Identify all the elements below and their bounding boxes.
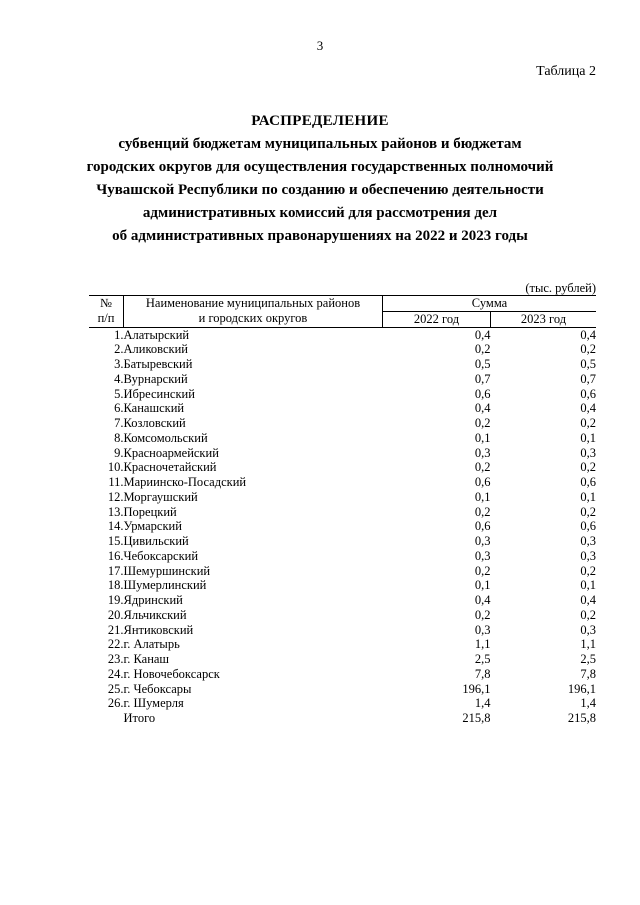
- value-2023: 0,2: [580, 460, 596, 475]
- value-2022: 215,8: [462, 711, 491, 726]
- row-number: 14.: [107, 519, 124, 534]
- value-2023: 0,7: [580, 371, 596, 386]
- district-name: Порецкий: [123, 504, 177, 519]
- header-sum: Сумма: [383, 296, 597, 312]
- district-name: Комсомольский: [123, 430, 208, 445]
- value-2022: 0,3: [474, 622, 491, 637]
- value-2022: 0,2: [474, 342, 491, 357]
- district-name: Шемуршинский: [123, 563, 211, 578]
- row-number: 5.: [114, 386, 124, 401]
- value-2022: 0,2: [474, 416, 491, 431]
- table-row: [89, 696, 596, 711]
- value-2022: 196,1: [462, 681, 491, 696]
- value-2023: 0,3: [580, 622, 596, 637]
- value-2023: 7,8: [580, 666, 596, 681]
- page-number: 3: [316, 38, 324, 53]
- title-heading: РАСПРЕДЕЛЕНИЕ: [251, 113, 389, 129]
- district-name: Канашский: [123, 401, 185, 416]
- table-row: [89, 387, 596, 402]
- value-2022: 0,4: [474, 593, 491, 608]
- row-number: 6.: [114, 401, 124, 416]
- units-label: (тыс. рублей): [525, 281, 596, 295]
- value-2022: 0,3: [474, 445, 491, 460]
- row-number: 2.: [114, 342, 124, 357]
- district-name: г. Новочебоксарск: [123, 666, 220, 681]
- value-2022: 0,1: [474, 430, 491, 445]
- district-name: Вурнарский: [123, 371, 188, 386]
- table-label: Таблица 2: [536, 64, 596, 79]
- value-2023: 0,6: [580, 475, 596, 490]
- header-number: [89, 296, 124, 328]
- value-2022: 0,4: [474, 327, 491, 342]
- district-name: г. Канаш: [123, 652, 170, 667]
- value-2022: 2,5: [474, 652, 491, 667]
- table-row: [89, 519, 596, 534]
- table-body: [89, 327, 596, 726]
- district-name: Алатырский: [123, 327, 190, 342]
- value-2023: 0,4: [580, 401, 596, 416]
- row-number: 8.: [114, 430, 124, 445]
- district-name: Шумерлинский: [123, 578, 207, 593]
- district-name: Урмарский: [123, 519, 182, 534]
- distribution-table: [89, 295, 596, 726]
- table-row: [89, 327, 596, 342]
- row-number: 1.: [114, 327, 124, 342]
- value-2023: 0,3: [580, 548, 596, 563]
- value-2023: 0,2: [580, 563, 596, 578]
- district-name: Красночетайский: [123, 460, 217, 475]
- title-line: городских округов для осуществления государственных полномочий: [86, 159, 554, 175]
- header-number-line2: п/п: [97, 310, 115, 325]
- value-2022: 0,6: [474, 386, 491, 401]
- table-row: [89, 549, 596, 564]
- table-row: [89, 564, 596, 579]
- row-number: 18.: [107, 578, 124, 593]
- value-2023: 0,1: [580, 430, 596, 445]
- row-number: 15.: [107, 534, 124, 549]
- value-2023: 0,2: [580, 342, 596, 357]
- district-name: Козловский: [123, 416, 186, 431]
- row-number: 17.: [107, 563, 124, 578]
- title-line: Чувашской Республики по созданию и обеспечению деятельности: [96, 182, 544, 198]
- value-2023: 0,1: [580, 578, 596, 593]
- table-row: [89, 416, 596, 431]
- value-2022: 0,7: [474, 371, 491, 386]
- row-number: 9.: [114, 445, 124, 460]
- row-number: 26.: [107, 696, 124, 711]
- table-row: [89, 682, 596, 697]
- value-2022: 1,4: [474, 696, 491, 711]
- value-2022: 0,2: [474, 460, 491, 475]
- value-2022: 0,6: [474, 475, 491, 490]
- district-name: г. Алатырь: [123, 637, 180, 652]
- district-name: Ибресинский: [123, 386, 195, 401]
- value-2022: 0,2: [474, 563, 491, 578]
- table-row: [89, 401, 596, 416]
- table-row: [89, 460, 596, 475]
- total-row: [89, 711, 596, 726]
- title-line: субвенций бюджетам муниципальных районов и бюджетам: [118, 136, 522, 152]
- header-number-line1: №: [100, 296, 112, 310]
- header-name-line2: и городских округов: [198, 310, 308, 325]
- value-2023: 0,6: [580, 386, 596, 401]
- value-2023: 2,5: [580, 652, 596, 667]
- row-number: 13.: [107, 504, 124, 519]
- table-row: [89, 357, 596, 372]
- district-name: Чебоксарский: [123, 548, 199, 563]
- value-2022: 0,2: [474, 607, 491, 622]
- row-number: 20.: [107, 607, 124, 622]
- header-year-2022: 2022 год: [383, 312, 491, 328]
- table-row: [89, 667, 596, 682]
- table-row: [89, 505, 596, 520]
- district-name: Цивильский: [123, 534, 189, 549]
- row-number: 21.: [107, 622, 124, 637]
- title-line: административных комиссий для рассмотрения дел: [142, 205, 498, 221]
- table-row: [89, 446, 596, 461]
- row-number: 19.: [107, 593, 124, 608]
- title-line: об административных правонарушениях на 2022 и 2023 годы: [112, 228, 528, 244]
- value-2023: 0,3: [580, 534, 596, 549]
- header-name: [124, 296, 383, 328]
- table-row: [89, 475, 596, 490]
- value-2022: 0,3: [474, 548, 491, 563]
- row-number: 11.: [108, 475, 124, 490]
- header-year-2023: 2023 год: [491, 312, 597, 328]
- district-name: г. Шумерля: [123, 696, 184, 711]
- value-2023: 0,2: [580, 607, 596, 622]
- value-2023: 0,3: [580, 445, 596, 460]
- value-2023: 0,1: [580, 489, 596, 504]
- district-name: Моргаушский: [123, 489, 198, 504]
- value-2023: 0,6: [580, 519, 596, 534]
- table-row: [89, 372, 596, 387]
- value-2022: 0,1: [474, 489, 491, 504]
- row-number: 3.: [114, 357, 124, 372]
- row-number: [89, 711, 124, 726]
- table-row: [89, 608, 596, 623]
- table-row: [89, 593, 596, 608]
- value-2023: 0,4: [580, 327, 596, 342]
- district-name: Аликовский: [123, 342, 188, 357]
- row-number: 10.: [107, 460, 124, 475]
- document-title: [0, 110, 640, 248]
- row-number: 12.: [107, 489, 124, 504]
- value-2022: 0,4: [474, 401, 491, 416]
- value-2022: 1,1: [474, 637, 491, 652]
- table-row: [89, 490, 596, 505]
- value-2023: 0,2: [580, 416, 596, 431]
- row-number: 25.: [107, 681, 124, 696]
- table-row: [89, 637, 596, 652]
- district-name: Ядринский: [123, 593, 183, 608]
- district-name: Мариинско-Посадский: [123, 475, 247, 490]
- district-name: Красноармейский: [123, 445, 219, 460]
- value-2022: 0,3: [474, 534, 491, 549]
- table-row: [89, 623, 596, 638]
- district-name: Итого: [123, 711, 156, 726]
- table-row: [89, 431, 596, 446]
- row-number: 23.: [107, 652, 124, 667]
- value-2022: 0,1: [474, 578, 491, 593]
- district-name: Батыревский: [123, 357, 193, 372]
- value-2023: 0,5: [580, 357, 596, 372]
- value-2023: 1,1: [580, 637, 596, 652]
- table-row: [89, 342, 596, 357]
- row-number: 22.: [107, 637, 124, 652]
- value-2023: 0,4: [580, 593, 596, 608]
- value-2022: 7,8: [474, 666, 491, 681]
- row-number: 7.: [114, 416, 124, 431]
- value-2022: 0,2: [474, 504, 491, 519]
- table-row: [89, 652, 596, 667]
- table-row: [89, 534, 596, 549]
- header-name-line1: Наименование муниципальных районов: [145, 296, 361, 310]
- row-number: 16.: [107, 548, 124, 563]
- value-2023: 0,2: [580, 504, 596, 519]
- value-2022: 0,6: [474, 519, 491, 534]
- row-number: 24.: [107, 666, 124, 681]
- district-name: Янтиковский: [123, 622, 194, 637]
- value-2022: 0,5: [474, 357, 491, 372]
- value-2023: 196,1: [567, 681, 596, 696]
- table-row: [89, 578, 596, 593]
- district-name: г. Чебоксары: [123, 681, 192, 696]
- value-2023: 215,8: [567, 711, 596, 726]
- district-name: Яльчикский: [123, 607, 187, 622]
- row-number: 4.: [114, 371, 124, 386]
- value-2023: 1,4: [580, 696, 596, 711]
